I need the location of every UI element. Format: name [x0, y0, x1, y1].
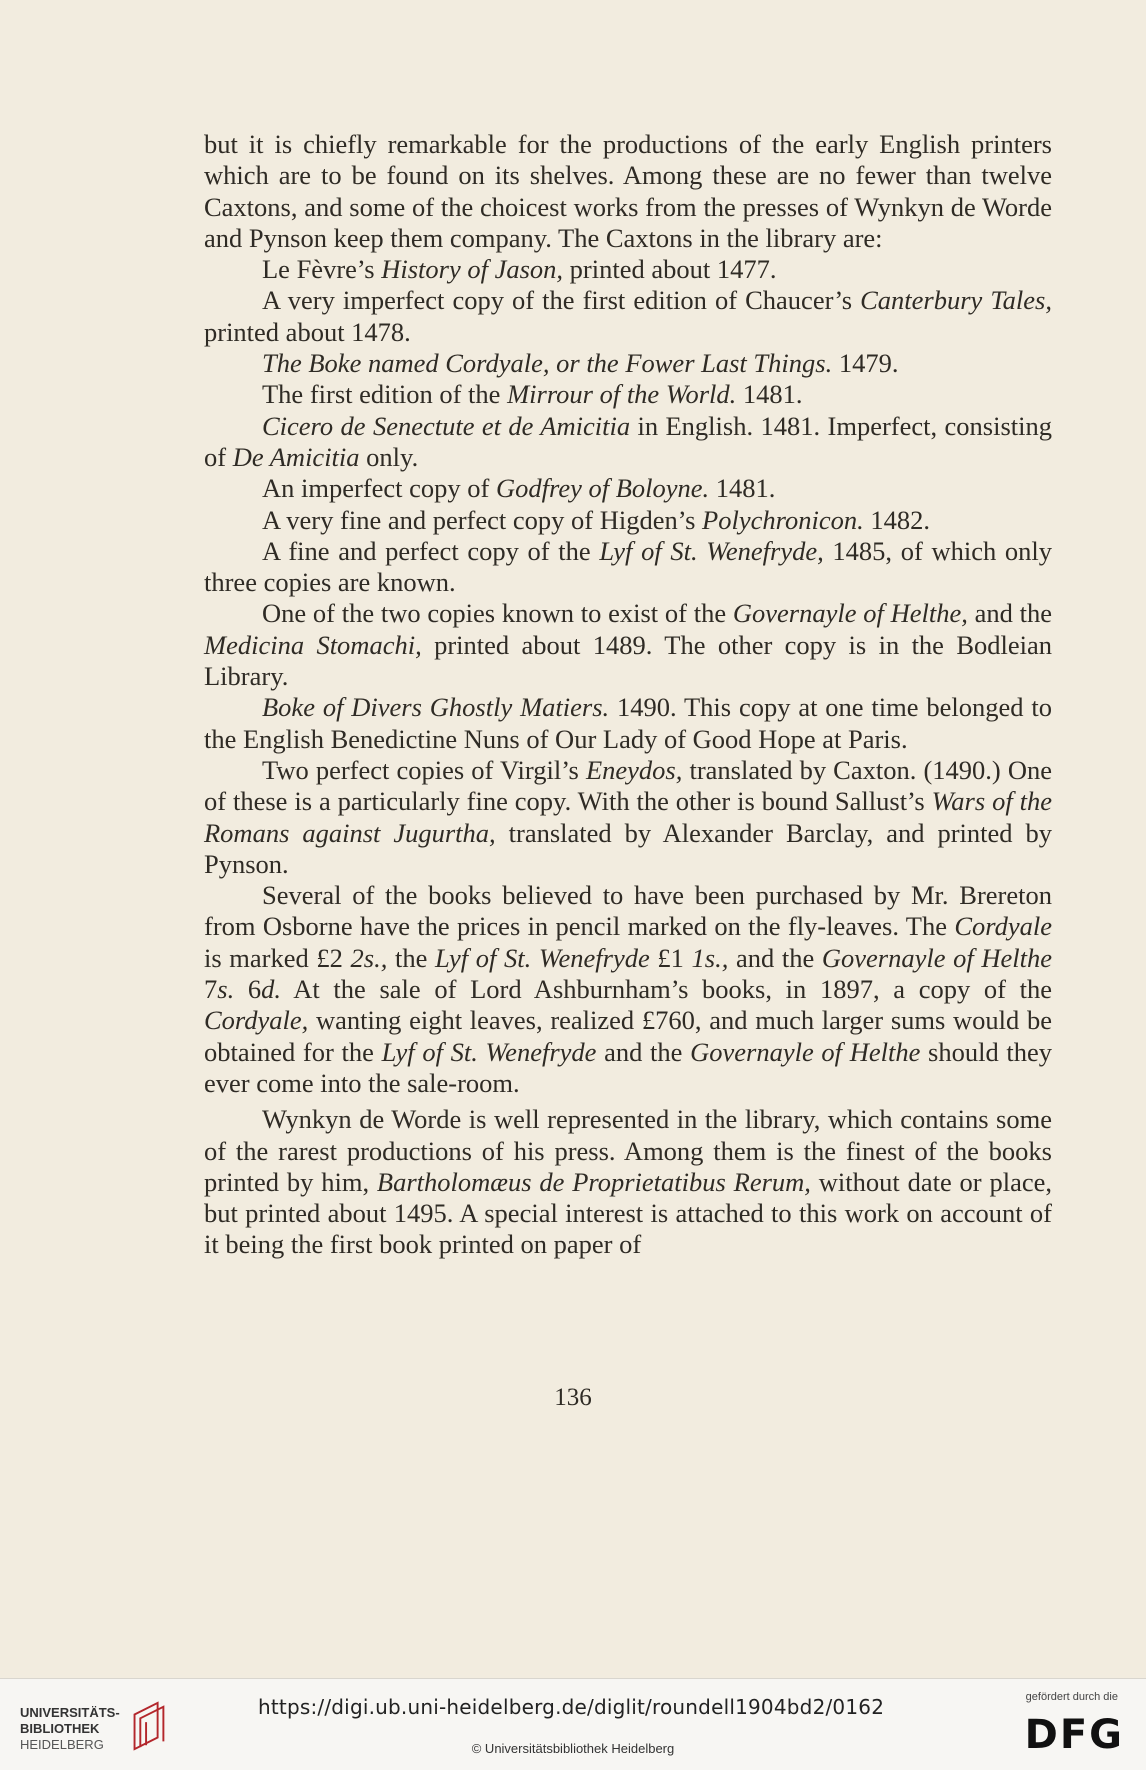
body-text-segment: printed about 1477.: [563, 254, 777, 285]
body-text-segment: printed about 1478.: [204, 316, 411, 347]
italic-title-text: Canterbury Tales,: [860, 285, 1052, 316]
italic-title-text: Lyf of St. Wenefryde,: [599, 535, 824, 566]
page-number: 136: [554, 1384, 592, 1411]
uni-name-line-3: HEIDELBERG: [20, 1737, 104, 1752]
body-text-segment: should they ever come into the sale-room.: [204, 1036, 1053, 1098]
page-body-text: [204, 129, 1052, 1261]
body-paragraph: [204, 348, 1052, 379]
italic-title-text: Governayle of Helthe,: [732, 598, 968, 629]
italic-title-text: Cordyale,: [204, 1005, 309, 1036]
body-paragraph: [204, 411, 1052, 474]
body-paragraph: [204, 379, 1052, 410]
italic-title-text: Governayle of Helthe: [690, 1036, 921, 1067]
body-text-segment: but it is chiefly remarkable for the productions of the early English printers which are to be found on its shelves. Among these are no fewer than twelve Caxtons, and some of the choicest works from the presses of Wynkyn de Worde and Pynson keep them company. The Caxtons in the library are:: [204, 129, 1052, 253]
italic-title-text: Eneydos,: [585, 754, 683, 785]
body-text-segment: 1485, of which only three copies are known.: [204, 535, 1052, 598]
body-text-segment: in English. 1481. Imperfect, consisting of: [204, 410, 1052, 472]
body-paragraph: [204, 473, 1052, 504]
body-paragraph: [204, 880, 1052, 1099]
body-text-segment: 1482.: [863, 504, 930, 535]
italic-title-text: Lyf of St. Wenefryde: [435, 942, 650, 973]
italic-title-text: 1s.,: [691, 942, 729, 973]
body-paragraph: [204, 129, 1052, 254]
italic-title-text: Wars of the Romans against Jugurtha,: [204, 786, 1052, 848]
body-paragraph: [204, 1104, 1052, 1260]
body-text-segment: translated by Alexander Barclay, and printed by Pynson.: [204, 817, 1052, 879]
body-text-segment: One of the two copies known to exist of the: [262, 598, 733, 629]
body-text-segment: £1: [649, 942, 692, 973]
body-text-segment: without date or place, but printed about 1495. A special interest is attached to this work on account of it being the first book printed on paper of: [204, 1166, 1052, 1260]
italic-title-text: Medicina Stomachi,: [204, 629, 422, 660]
body-text-segment: 1479.: [832, 348, 899, 379]
body-text-segment: 1481.: [736, 379, 803, 410]
italic-title-text: Governayle of Helthe: [821, 942, 1053, 973]
body-text-segment: 7: [204, 974, 218, 1005]
funding-caption: gefördert durch die: [1025, 1691, 1118, 1703]
italic-title-text: Cordyale: [954, 911, 1052, 942]
italic-title-text: Lyf of St. Wenefryde: [381, 1036, 597, 1067]
body-text-segment: 6: [234, 974, 262, 1005]
permalink-url[interactable]: https://digi.ub.uni-heidelberg.de/diglit/roundell1904bd2/0162: [258, 1695, 885, 1719]
body-text-segment: A fine and perfect copy of the: [262, 535, 600, 566]
italic-title-text: d.: [261, 974, 282, 1005]
body-paragraph: [204, 254, 1052, 285]
italic-title-text: s.: [217, 974, 235, 1005]
body-text-segment: and the: [967, 598, 1052, 629]
body-paragraph: [204, 755, 1052, 880]
body-text-segment: only.: [359, 441, 419, 472]
body-paragraph: [204, 505, 1052, 536]
body-text-segment: Two perfect copies of Virgil’s: [262, 754, 586, 785]
italic-title-text: The Boke named Cordyale, or the Fower Last Things.: [262, 348, 833, 379]
body-paragraph: [204, 598, 1052, 692]
italic-title-text: Cicero de Senectute et de Amicitia: [262, 410, 631, 441]
body-text-segment: 1490. This copy at one time belonged to the English Benedictine Nuns of Our Lady of Good Hope at Paris.: [204, 692, 1052, 754]
dfg-logo[interactable]: DFG: [1024, 1712, 1124, 1758]
body-text-segment: Wynkyn de Worde is well represented in the library, which contains some of the rarest productions of his press. Among them is the finest of the books printed by him,: [204, 1104, 1052, 1197]
italic-title-text: Mirrour of the World.: [507, 379, 737, 410]
italic-title-text: 2s.,: [350, 942, 388, 973]
body-text-segment: printed about 1489. The other copy is in the Bodleian Library.: [204, 629, 1052, 692]
copyright-notice: © Universitätsbibliothek Heidelberg: [471, 1741, 675, 1756]
body-text-segment: At the sale of Lord Ashburnham’s books, in 1897, a copy of the: [281, 974, 1053, 1005]
body-paragraph: [204, 692, 1052, 755]
body-text-segment: and the: [728, 942, 822, 973]
body-text-segment: translated by Caxton. (1490.) One of these is a particularly fine copy. With the other is bound Sallust’s: [204, 754, 1052, 817]
body-text-segment: Several of the books believed to have been purchased by Mr. Brereton from Osborne have the prices in pencil marked on the fly-leaves. The: [204, 880, 1052, 942]
body-text-segment: Le Fèvre’s: [262, 254, 382, 285]
italic-title-text: Polychronicon.: [702, 504, 864, 535]
footer-bar: [0, 1678, 1146, 1770]
body-text-segment: is marked £2: [204, 942, 351, 973]
body-paragraph: [204, 536, 1052, 599]
italic-title-text: Boke of Divers Ghostly Matiers.: [262, 692, 610, 723]
italic-title-text: History of Jason,: [381, 254, 564, 285]
body-text-segment: the: [387, 942, 436, 973]
body-text-segment: The first edition of the: [262, 379, 508, 410]
body-text-segment: wanting eight leaves, realized £760, and much larger sums would be obtained for the: [204, 1005, 1052, 1067]
body-text-segment: and the: [596, 1036, 691, 1067]
italic-title-text: Godfrey of Boloyne.: [496, 473, 710, 504]
body-text-segment: A very imperfect copy of the first edition of Chaucer’s: [262, 285, 861, 316]
italic-title-text: De Amicitia: [232, 441, 360, 472]
body-text-segment: An imperfect copy of: [262, 473, 496, 504]
body-text-segment: A very fine and perfect copy of Higden’s: [262, 504, 703, 535]
uni-name-line-2: BIBLIOTHEK: [20, 1721, 100, 1736]
uni-name-line-1: UNIVERSITÄTS-: [20, 1705, 120, 1720]
body-paragraph: [204, 285, 1052, 348]
body-text-segment: 1481.: [709, 473, 776, 504]
italic-title-text: Bartholomæus de Proprietatibus Rerum,: [376, 1166, 811, 1197]
